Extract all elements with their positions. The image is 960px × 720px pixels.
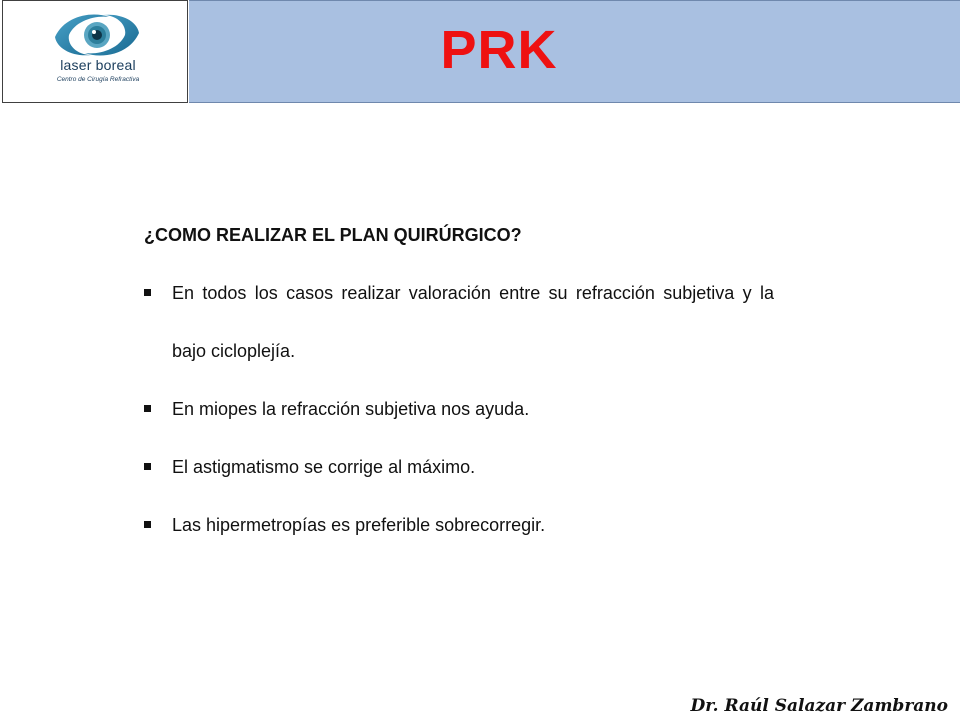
bullet-item [144, 438, 774, 496]
logo-name: laser boreal [60, 57, 136, 73]
bullet-list [144, 264, 774, 554]
logo-box [2, 0, 188, 103]
square-bullet-icon [144, 405, 151, 412]
bullet-item [144, 496, 774, 554]
content-heading: ¿COMO REALIZAR EL PLAN QUIRÚRGICO? [144, 225, 522, 245]
square-bullet-icon [144, 521, 151, 528]
bullet-text: En miopes la refracción subjetiva nos ayuda. [172, 399, 530, 419]
square-bullet-icon [144, 463, 151, 470]
slide-title: PRK [440, 20, 558, 80]
logo-tagline: Centro de Cirugía Refractiva [56, 76, 140, 83]
eye-logo-icon [47, 11, 147, 59]
author-signature: Dr. Raúl Salazar Zambrano [690, 696, 948, 716]
bullet-item [144, 380, 774, 438]
square-bullet-icon [144, 289, 151, 296]
bullet-text: En todos los casos realizar valoración entre su refracción subjetiva y la bajo cicloplejía. [172, 283, 774, 361]
bullet-item [144, 264, 774, 380]
bullet-text: El astigmatismo se corrige al máximo. [172, 457, 476, 477]
slide-content [144, 220, 774, 554]
bullet-text: Las hipermetropías es preferible sobrecorregir. [172, 515, 546, 535]
